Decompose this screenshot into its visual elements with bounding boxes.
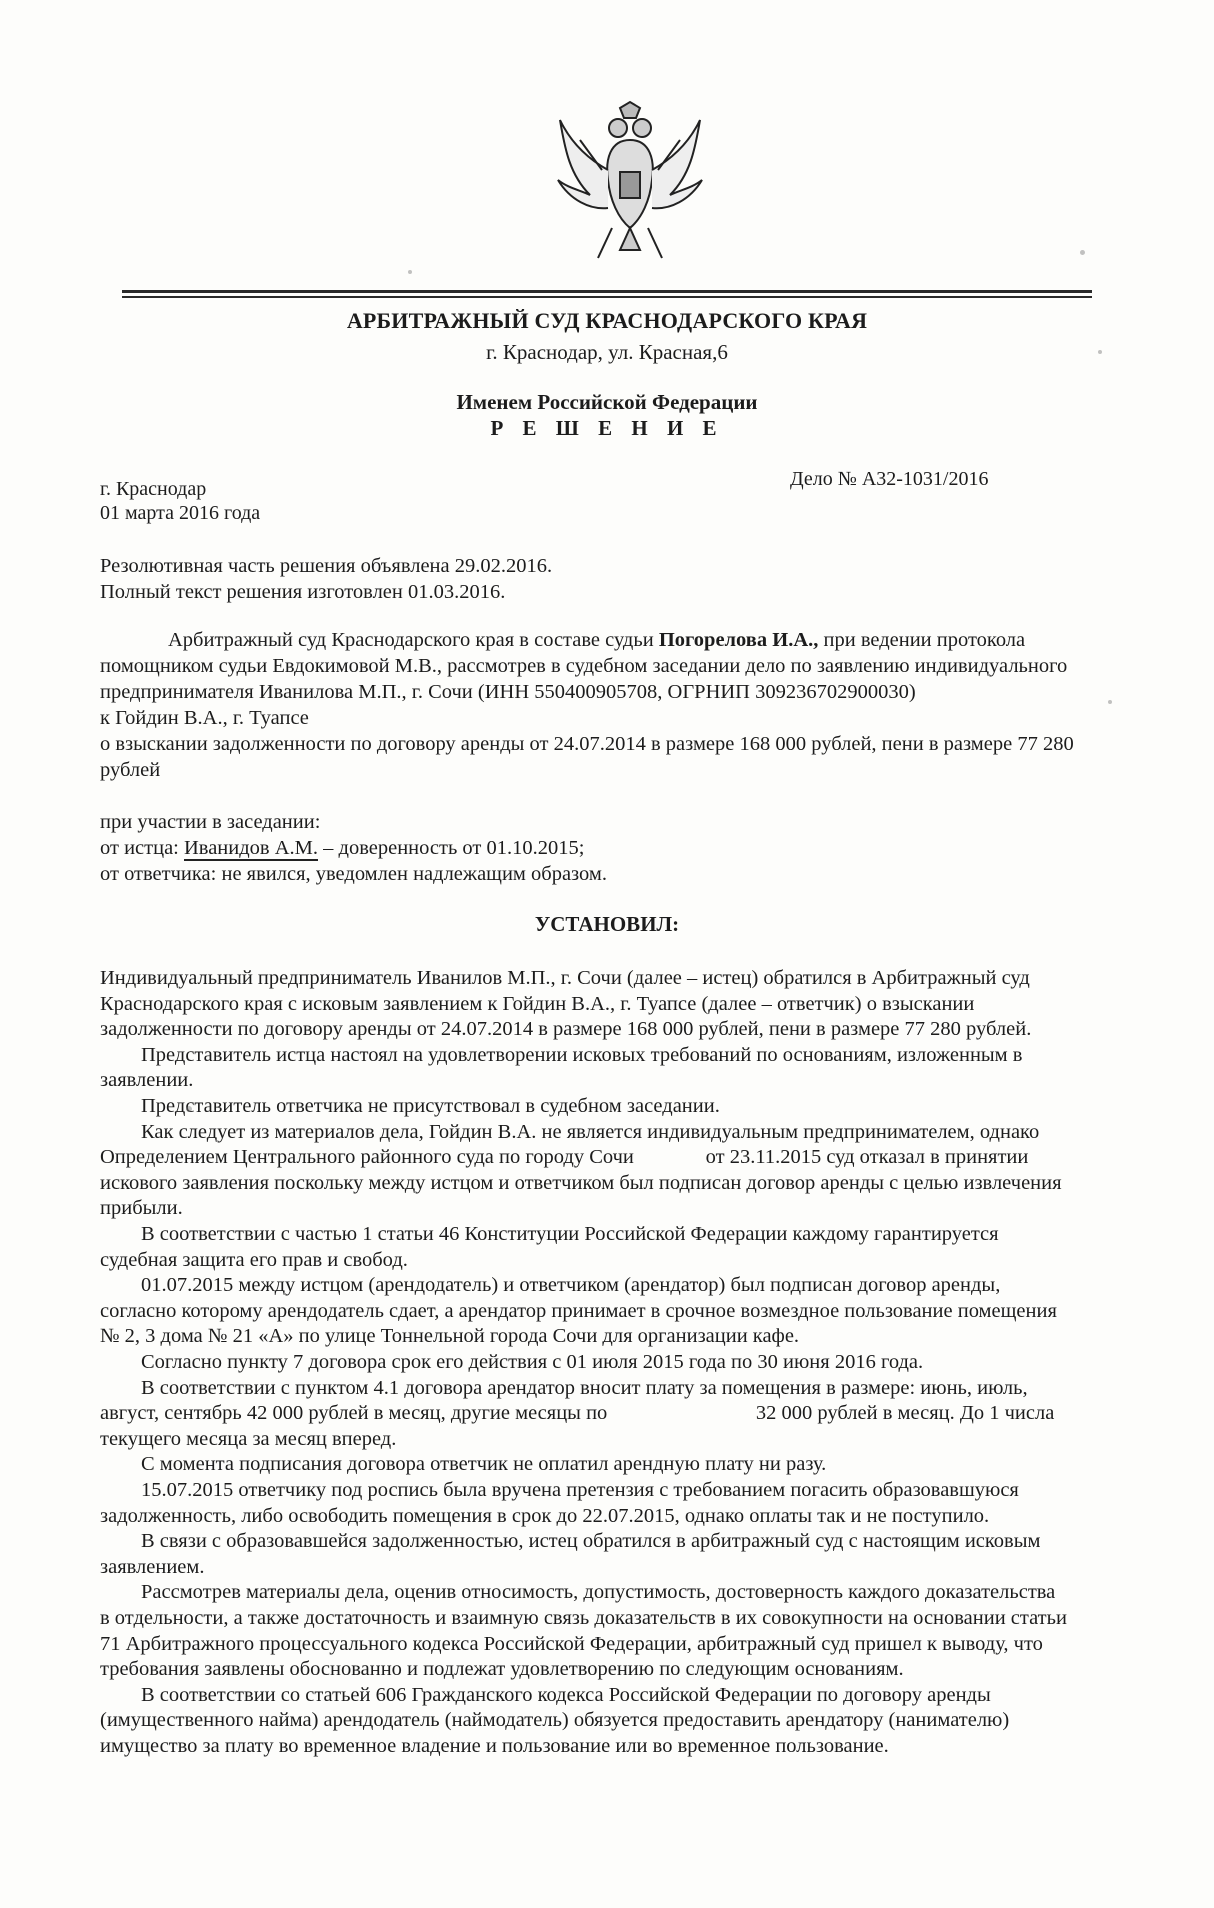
established-line: № 2, 3 дома № 21 «А» по улице Тоннельной города Сочи для организации кафе. [100,1325,800,1348]
established-line: В связи с образовавшейся задолженностью, истец обратился в арбитражный суд с настоящим исковым [100,1530,1041,1553]
scan-speck [1108,700,1112,704]
scan-speck [186,1106,192,1112]
document-type: Р Е Ш Е Н И Е [490,416,724,440]
court-composition-line-1 [100,628,1214,653]
established-line: август, сентябрь 42 000 рублей в месяц, другие месяцы по 32 000 рублей в месяц. До 1 числа [100,1402,1055,1425]
established-line: текущего месяца за месяц вперед. [100,1427,397,1450]
court-composition-line-6: рублей [100,759,161,781]
scan-speck [1080,250,1085,255]
case-number: Дело № А32-1031/2016 [790,468,989,490]
established-line: Индивидуальный предприниматель Иванилов М.П., г. Сочи (далее – истец) обратился в Арбитражный суд [100,967,1030,989]
established-line: Рассмотрев материалы дела, оценив относимость, допустимость, достоверность каждого доказательства [100,1581,1056,1604]
established-line: В соответствии со статьей 606 Гражданского кодекса Российской Федерации по договору аренды [100,1683,991,1706]
established-line: согласно которому арендодатель сдает, а арендатор принимает в срочное возмездное пользование помещения [100,1299,1057,1322]
established-line: 15.07.2015 ответчику под роспись была вручена претензия с требованием погасить образовавшуюся [100,1479,1019,1501]
coat-of-arms-emblem [550,100,710,270]
established-heading: УСТАНОВИЛ: [534,912,680,936]
established-line: имущество за плату во временное владение и пользование или во временное пользование. [100,1735,889,1757]
city: г. Краснодар [100,478,207,500]
court-name: АРБИТРАЖНЫЙ СУД КРАСНОДАРСКОГО КРАЯ [346,308,868,333]
established-line: искового заявления поскольку между истцом и ответчиком был подписан договор аренды с целью извлечения [100,1171,1062,1194]
established-line: 01.07.2015 между истцом (арендодатель) и ответчиком (арендатор) был подписан договор аренды, [100,1274,1001,1297]
established-line: в отдельности, а также достаточность и взаимную связь доказательств в их совокупности на основании статьи [100,1607,1067,1629]
established-line: Согласно пункту 7 договора срок его действия с 01 июля 2015 года по 30 июня 2016 года. [100,1351,924,1373]
established-line: прибыли. [100,1197,183,1220]
participants-defendant: от ответчика: не явился, уведомлен надлежащим образом. [100,863,607,885]
established-line: заявлении. [100,1069,194,1092]
decision-date: 01 марта 2016 года [100,502,261,524]
established-line: Представитель ответчика не присутствовал в судебном заседании. [100,1095,720,1117]
court-composition-line-2: помощником судьи Евдокимовой М.В., рассмотрев в судебном заседании дело по заявлению индивидуального [100,655,1068,677]
operative-announced: Резолютивная часть решения объявлена 29.02.2016. [100,555,553,577]
established-line: В соответствии с частью 1 статьи 46 Конституции Российской Федерации каждому гарантируется [100,1223,999,1245]
court-composition-line-3: предпринимателя Иванилова М.П., г. Сочи (ИНН 550400905708, ОГРНИП 309236702900030) [100,681,916,703]
established-line: задолженности по договору аренды от 24.07.2014 в размере 168 000 рублей, пени в размере 77 280 рублей. [100,1018,1032,1041]
scan-speck [1098,350,1102,354]
established-line: задолженность, либо освободить помещения в срок до 22.07.2015, однако оплаты так и не поступило. [100,1504,990,1527]
header-rule-upper [122,290,1092,293]
in-name-of: Именем Российской Федерации [456,390,758,414]
plaintiff-prefix: от истца: [100,837,184,859]
established-line: заявлением. [100,1555,205,1578]
judge-name: Погорелова И.А., [658,629,819,651]
composition-text-a: Арбитражный суд Краснодарского края в составе судьи [168,629,659,651]
established-line: судебная защита его прав и свобод. [100,1248,408,1271]
established-line: С момента подписания договора ответчик не оплатил арендную плату ни разу. [100,1453,827,1476]
established-line: (имущественного найма) арендодатель (наймодатель) обязуется предоставить арендатору (нанимателю) [100,1709,1010,1732]
plaintiff-suffix: – доверенность от 01.10.2015; [318,837,585,859]
composition-text-b: при ведении протокола [818,629,1026,651]
scan-speck [408,270,412,274]
plaintiff-representative: Иванидов А.М. [183,837,319,859]
established-line: Краснодарского края с исковым заявлением к Гойдин В.А., г. Туапсе (далее – ответчик) о взыскании [100,992,975,1015]
established-line: 71 Арбитражного процессуального кодекса Российской Федерации, арбитражный суд пришел к выводу, что [100,1632,1043,1655]
court-address: г. Краснодар, ул. Красная,6 [486,340,728,364]
established-line: Как следует из материалов дела, Гойдин В.А. не является индивидуальным предпринимателем, однако [100,1120,1040,1143]
court-composition-line-4: к Гойдин В.А., г. Туапсе [100,707,309,729]
established-line: Представитель истца настоял на удовлетворении исковых требований по основаниям, изложенным в [100,1043,1023,1066]
established-line: В соответствии с пунктом 4.1 договора арендатор вносит плату за помещения в размере: июнь, июль, [100,1376,1028,1399]
established-line: Определением Центрального районного суда по городу Сочи от 23.11.2015 суд отказал в принятии [100,1146,1029,1169]
participants-title: при участии в заседании: [100,811,321,833]
full-text-made: Полный текст решения изготовлен 01.03.2016. [100,581,506,603]
header-rule-lower [122,296,1092,298]
court-composition-line-5: о взыскании задолженности по договору аренды от 24.07.2014 в размере 168 000 рублей, пени в размере 77 280 [100,733,1074,755]
established-line: требования заявлены обоснованно и подлежат удовлетворению по следующим основаниям. [100,1658,904,1681]
participants-plaintiff [100,836,1214,861]
